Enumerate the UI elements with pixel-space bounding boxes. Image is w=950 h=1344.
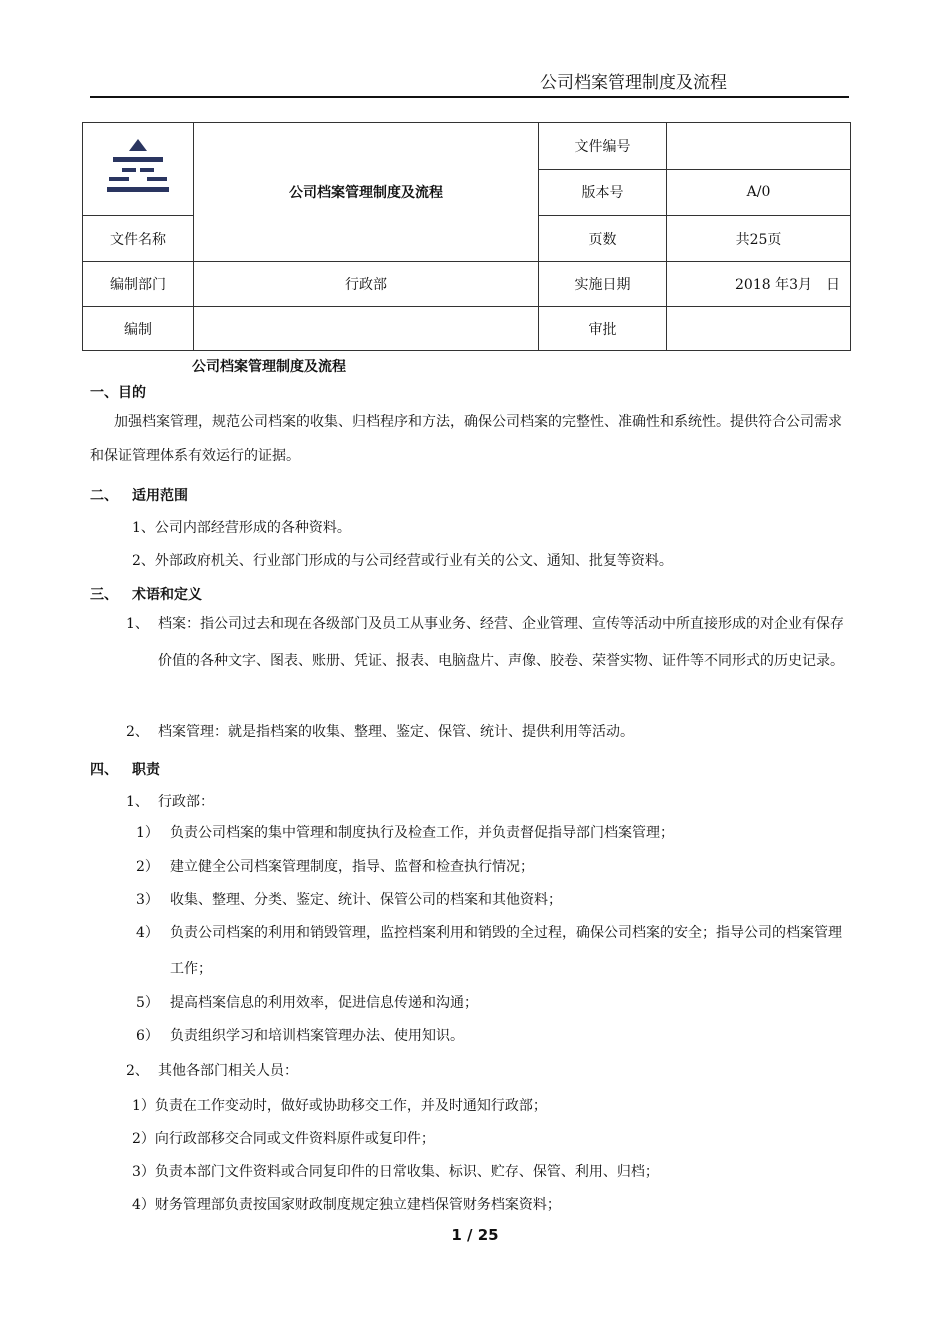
author-value	[194, 307, 539, 351]
document-info-table	[82, 122, 851, 351]
section-4-group-2-item-2: 2）向行政部移交合同或文件资料原件或复印件；	[132, 1131, 435, 1147]
section-4-group-2-item-4: 4）财务管理部负责按国家财政制度规定独立建档保管财务档案资料；	[132, 1197, 561, 1213]
section-4-heading: 四、 职责	[90, 762, 160, 778]
header-title: 公司档案管理制度及流程	[540, 73, 727, 93]
section-1-heading: 一、目的	[90, 385, 146, 401]
section-4-group-1-item-4: 4） 负责公司档案的利用和销毁管理，监控档案利用和销毁的全过程，确保公司档案的安全；指导公司的档案管理工作；	[136, 925, 842, 977]
date-label: 实施日期	[539, 262, 667, 307]
pages-label: 页数	[539, 216, 667, 262]
section-4-group-2: 2、 其他各部门相关人员：	[126, 1063, 298, 1079]
section-4-group-1-item-6: 6） 负责组织学习和培训档案管理办法、使用知识。	[136, 1028, 464, 1044]
section-3-item-2: 2、 档案管理：就是指档案的收集、整理、鉴定、保管、统计、提供利用等活动。	[126, 724, 634, 740]
dept-value: 行政部	[194, 262, 539, 307]
section-2-heading: 二、 适用范围	[90, 488, 188, 504]
section-3-heading: 三、 术语和定义	[90, 587, 202, 603]
section-2-item-1: 1、公司内部经营形成的各种资料。	[132, 520, 351, 536]
pages-value: 共25页	[667, 216, 851, 262]
version-value: A/0	[667, 169, 851, 216]
section-4-group-1-item-1: 1） 负责公司档案的集中管理和制度执行及检查工作，并负责督促指导部门档案管理；	[136, 825, 674, 841]
file-no-value	[667, 123, 851, 170]
section-4-group-1: 1、 行政部：	[126, 794, 214, 810]
file-no-label: 文件编号	[539, 123, 667, 170]
section-4-group-1-item-2: 2） 建立健全公司档案管理制度，指导、监督和检查执行情况；	[136, 859, 534, 875]
company-logo	[83, 123, 194, 216]
section-4-group-2-item-3: 3）负责本部门文件资料或合同复印件的日常收集、标识、贮存、保管、利用、归档；	[132, 1164, 659, 1180]
dept-label: 编制部门	[83, 262, 194, 307]
section-4-group-1-item-3: 3） 收集、整理、分类、鉴定、统计、保管公司的档案和其他资料；	[136, 892, 562, 908]
company-logo-icon	[105, 137, 171, 197]
date-value: 2018 年3月 日	[667, 262, 851, 307]
approve-value	[667, 307, 851, 351]
doc-title: 公司档案管理制度及流程	[194, 123, 539, 262]
page-number: 1 / 25	[451, 1226, 499, 1244]
author-label: 编制	[83, 307, 194, 351]
body-title: 公司档案管理制度及流程	[192, 359, 346, 375]
file-name-label: 文件名称	[83, 216, 194, 262]
approve-label: 审批	[539, 307, 667, 351]
section-4-group-2-item-1: 1）负责在工作变动时，做好或协助移交工作，并及时通知行政部；	[132, 1098, 547, 1114]
version-label: 版本号	[539, 169, 667, 216]
section-4-group-1-item-5: 5） 提高档案信息的利用效率，促进信息传递和沟通；	[136, 995, 478, 1011]
section-3-item-1: 1、 档案：指公司过去和现在各级部门及员工从事业务、经营、企业管理、宣传等活动中所直接形成的对企业有保存价值的各种文字、图表、账册、凭证、报表、电脑盘片、声像、胶卷、荣誉实物、证件等不同形式的历史记录。	[126, 616, 844, 669]
section-2-item-2: 2、外部政府机关、行业部门形成的与公司经营或行业有关的公文、通知、批复等资料。	[132, 553, 673, 569]
header-rule	[90, 96, 849, 98]
section-1-text: 加强档案管理，规范公司档案的收集、归档程序和方法，确保公司档案的完整性、准确性和系统性。提供符合公司需求和保证管理体系有效运行的证据。	[90, 414, 842, 464]
